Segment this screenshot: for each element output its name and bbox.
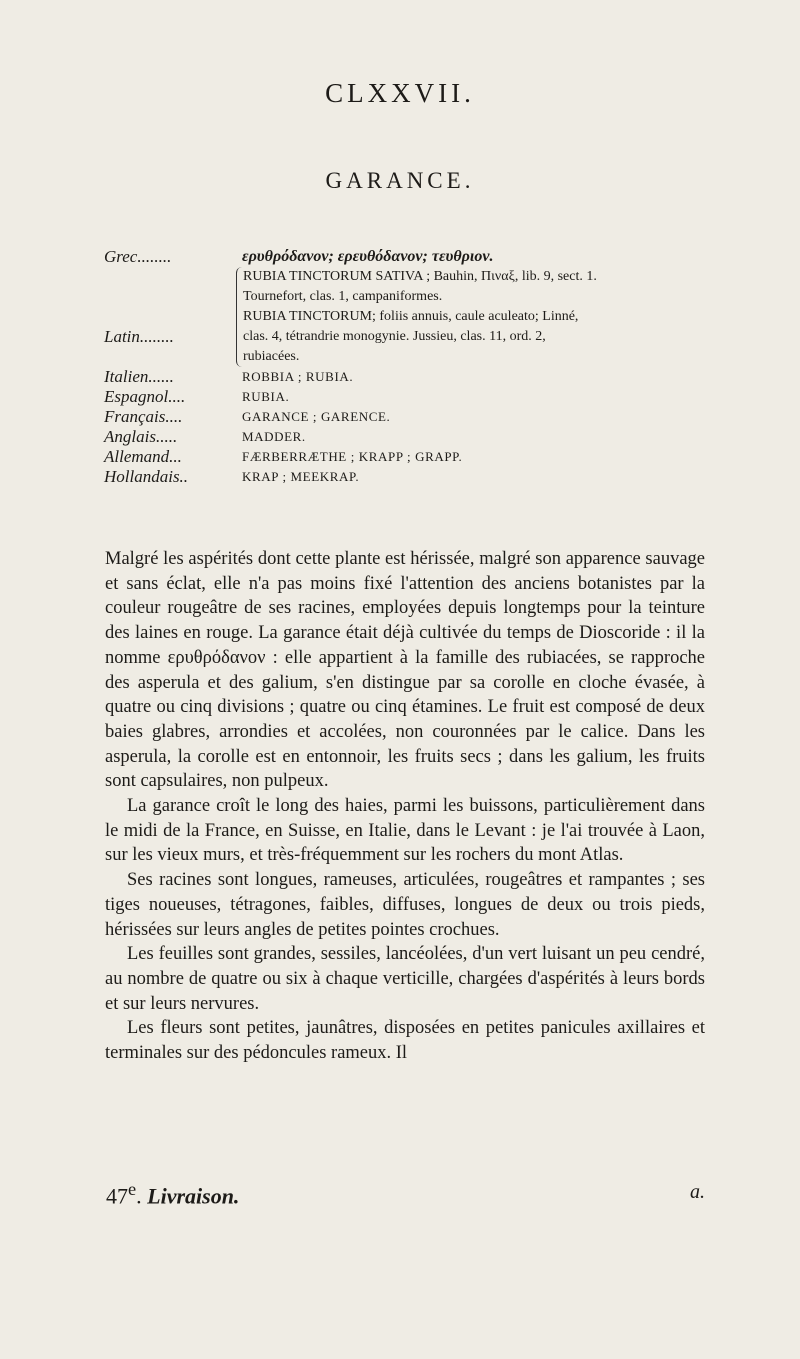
name-row-spanish (104, 387, 764, 407)
lang-label-spanish: Espagnol.... (104, 387, 186, 406)
vernacular-names-table (104, 247, 764, 487)
name-row-english (104, 427, 764, 447)
french-names: GARANCE ; GARENCE. (242, 409, 391, 424)
italian-names: ROBBIA ; RUBIA. (242, 369, 354, 384)
name-row-greek (104, 247, 764, 267)
latin-line: rubiacées. (243, 349, 300, 364)
signature-mark: a. (690, 1181, 705, 1203)
lang-label-latin: Latin........ (104, 327, 174, 346)
livraison-number: 47 (106, 1183, 128, 1209)
latin-line: RUBIA TINCTORUM; foliis annuis, caule aculeato; Linné, (243, 309, 579, 324)
lang-label-english: Anglais..... (104, 427, 178, 446)
name-row-german (104, 447, 764, 467)
latin-names (236, 267, 764, 367)
paragraph: Ses racines sont longues, rameuses, articulées, rougeâtres et rampantes ; ses tiges noueuses, tétragones, faibles, diffuses, longues de deux ou trois pieds, hérissées sur leurs angles de petites pointes crochues. (105, 870, 705, 940)
latin-line: clas. 4, tétrandrie monogynie. Jussieu, clas. 11, ord. 2, (243, 329, 546, 344)
livraison-footer: 47e. Livraison. (106, 1179, 240, 1209)
lang-label-italian: Italien...... (104, 367, 174, 386)
paragraph: Les fleurs sont petites, jaunâtres, disposées en petites panicules axillaires et terminales sur des pédoncules rameux. Il (105, 1018, 705, 1064)
name-row-dutch (104, 467, 764, 487)
dutch-names: KRAP ; MEEKRAP. (242, 469, 360, 484)
paragraph: Les feuilles sont grandes, sessiles, lancéolées, d'un vert luisant un peu cendré, au nombre de quatre ou six à chaque verticille, chargées d'aspérités à leurs bords et sur leurs nervures. (105, 944, 705, 1014)
lang-label-german: Allemand... (104, 447, 182, 466)
name-row-italian (104, 367, 764, 387)
lang-label-dutch: Hollandais.. (104, 467, 189, 486)
latin-line: Tournefort, clas. 1, campaniformes. (243, 289, 443, 304)
latin-line: RUBIA TINCTORUM SATIVA ; Bauhin, Πιναξ, lib. 9, sect. 1. (243, 269, 597, 284)
livraison-superscript: e (128, 1179, 137, 1199)
livraison-label: Livraison. (147, 1183, 240, 1209)
german-names: FÆRBERRÆTHE ; KRAPP ; GRAPP. (242, 449, 463, 464)
lang-label-french: Français.... (104, 407, 183, 426)
description-text (105, 547, 705, 1066)
lang-label-greek: Grec........ (104, 247, 172, 266)
plant-title: GARANCE. (325, 168, 475, 193)
name-row-latin (104, 267, 764, 367)
greek-names: ερυθρόδανον; ερευθόδανον; τευθριον. (242, 248, 494, 265)
name-row-french (104, 407, 764, 427)
plate-number: CLXXVII. (325, 78, 475, 108)
english-names: MADDER. (242, 429, 306, 444)
spanish-names: RUBIA. (242, 389, 290, 404)
paragraph: La garance croît le long des haies, parmi les buissons, particulièrement dans le midi de la France, en Suisse, en Italie, dans le Levant : je l'ai trouvée à Laon, sur les vieux murs, et très-fréquemment sur les rochers du mont Atlas. (105, 796, 705, 866)
paragraph: Malgré les aspérités dont cette plante est hérissée, malgré son apparence sauvage et sans éclat, elle n'a pas moins fixé l'attention des anciens botanistes par la couleur rougeâtre de ses racines, employées depuis longtemps pour la teinture des laines en rouge. La garance était déjà cultivée du temps de Dioscoride : il la nomme ερυθρόδανον : elle appartient à la famille des rubiacées, se rapproche des asperula et des galium, s'en distingue par sa corolle en cloche évasée, à quatre ou cinq divisions ; quatre ou cinq étamines. Le fruit est composé de deux baies glabres, arrondies et accolées, non couronnées par le calice. Dans les asperula, la corolle est en entonnoir, les fruits secs ; dans les galium, les fruits sont capsulaires, non pulpeux. (105, 549, 705, 792)
